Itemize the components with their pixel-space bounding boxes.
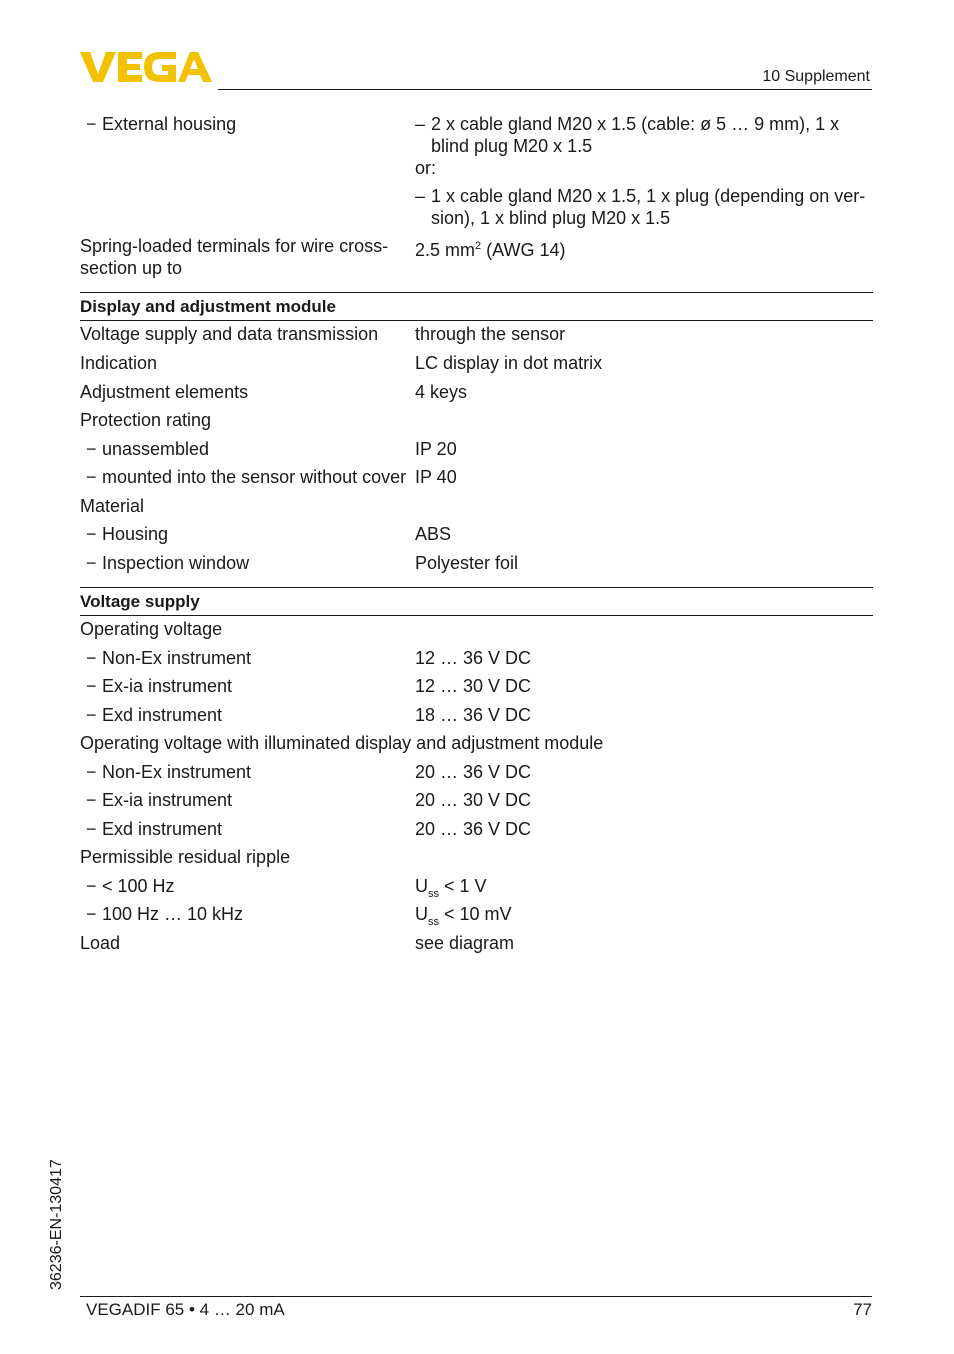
spec-label: < 100 Hz (102, 876, 175, 896)
spec-label: Indication (80, 353, 158, 373)
spec-value: 20 … 30 V DC (415, 790, 532, 810)
spec-label: Exd instrument (102, 705, 223, 725)
spec-value: through the sensor (415, 324, 566, 344)
spec-value: ABS (415, 524, 452, 544)
dash: − (86, 790, 97, 810)
spec-value: Polyester foil (415, 553, 519, 573)
spec-label: mounted into the sensor without cover (102, 467, 407, 487)
spec-value: < 1 V (439, 876, 487, 896)
subscript: ss (428, 888, 439, 900)
spec-value: 20 … 36 V DC (415, 819, 532, 839)
dash: − (86, 762, 97, 782)
section-heading: Display and adjustment module (80, 297, 336, 316)
spec-label: External housing (102, 114, 237, 134)
dash: − (86, 439, 97, 459)
spec-label: Protection rating (80, 410, 212, 430)
spec-value: LC display in dot matrix (415, 353, 603, 373)
section-divider (80, 587, 873, 588)
spec-label: Voltage supply and data transmission (80, 324, 379, 344)
spec-label: Ex-ia instrument (102, 676, 233, 696)
dash: − (86, 553, 97, 573)
dash: – (415, 114, 426, 134)
spec-value: U (415, 876, 428, 896)
dash: − (86, 648, 97, 668)
section-heading: Voltage supply (80, 592, 200, 611)
spec-label: Spring-loaded terminals for wire cross- (80, 236, 389, 256)
spec-value: 2 x cable gland M20 x 1.5 (cable: ø 5 … 9 mm), 1 x blind plug M20 x 1.5 (431, 114, 840, 156)
spec-value: 20 … 36 V DC (415, 762, 532, 782)
page-number: 77 (853, 1300, 872, 1319)
spec-label: Housing (102, 524, 169, 544)
spec-value: 12 … 36 V DC (415, 648, 532, 668)
dash: − (86, 705, 97, 725)
spec-label: Operating voltage with illuminated display and adjustment module (80, 733, 604, 753)
spec-label: Material (80, 496, 145, 516)
dash: − (86, 467, 97, 487)
section-divider (80, 292, 873, 293)
dash: − (86, 676, 97, 696)
spec-value: < 10 mV (439, 904, 512, 924)
spec-label: Adjustment elements (80, 382, 249, 402)
spec-value: 1 x cable gland M20 x 1.5, 1 x plug (depending on ver-sion), 1 x blind plug M20 x 1.5 (431, 186, 866, 228)
document-number: 36236-EN-130417 (48, 1159, 65, 1290)
section-label: 10 Supplement (762, 68, 870, 85)
spec-value: 12 … 30 V DC (415, 676, 532, 696)
spec-label: section up to (80, 258, 183, 278)
spec-label: Non-Ex instrument (102, 648, 252, 668)
spec-value: U (415, 904, 428, 924)
footer-divider (80, 1296, 872, 1297)
dash: − (86, 524, 97, 544)
spec-label: Exd instrument (102, 819, 223, 839)
product-name: VEGADIF 65 • 4 … 20 mA (86, 1300, 285, 1319)
spec-value: 2.5 mm (415, 240, 476, 260)
spec-value: see diagram (415, 933, 515, 953)
spec-value: IP 40 (415, 467, 457, 487)
spec-value: IP 20 (415, 439, 457, 459)
spec-label: Non-Ex instrument (102, 762, 252, 782)
spec-label: 100 Hz … 10 kHz (102, 904, 244, 924)
spec-value: (AWG 14) (481, 240, 566, 260)
section-divider (80, 320, 873, 321)
spec-label: Operating voltage (80, 619, 223, 639)
spec-label: unassembled (102, 439, 210, 459)
header-divider (218, 89, 872, 90)
dash: − (86, 876, 97, 896)
spec-value-or: or: (415, 158, 437, 178)
superscript: 2 (475, 240, 482, 252)
spec-value: 18 … 36 V DC (415, 705, 532, 725)
dash: – (415, 186, 426, 206)
section-divider (80, 615, 873, 616)
spec-label: Load (80, 933, 121, 953)
spec-label: Permissible residual ripple (80, 847, 291, 867)
spec-label: Ex-ia instrument (102, 790, 233, 810)
dash: − (86, 819, 97, 839)
spec-label: Inspection window (102, 553, 250, 573)
vega-logo (80, 50, 212, 84)
dash: − (86, 904, 97, 924)
spec-value: 4 keys (415, 382, 468, 402)
dash: − (86, 114, 97, 134)
subscript: ss (428, 916, 439, 928)
